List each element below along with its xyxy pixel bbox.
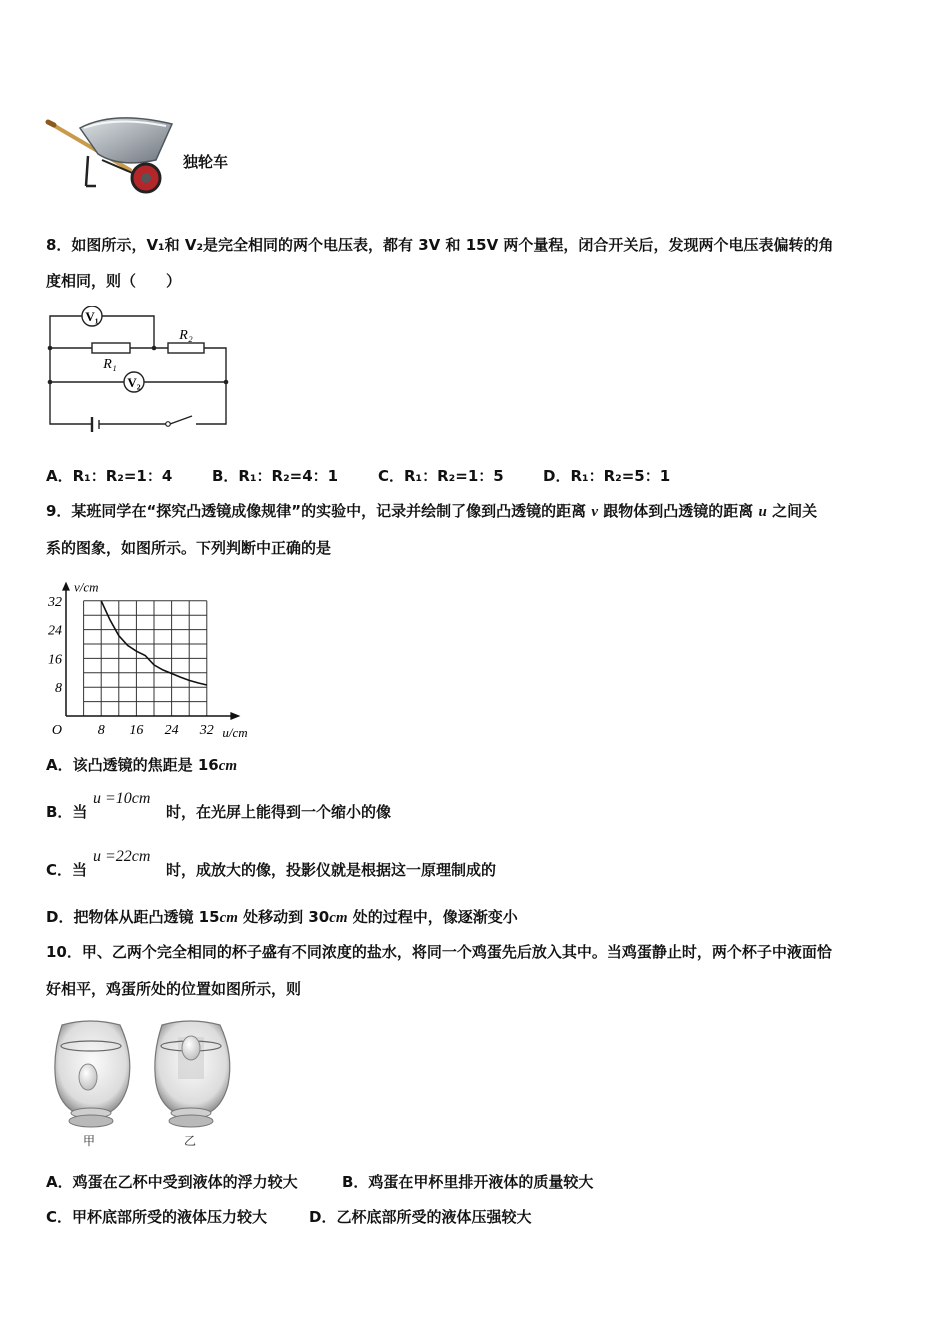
cup-right	[155, 1021, 230, 1127]
q9-option-b-formula: u =10cm	[93, 790, 151, 807]
lens-image-distance-chart	[44, 570, 324, 745]
egg-cups-image	[50, 1015, 240, 1150]
circuit-v2-label: V₂	[127, 375, 141, 390]
q8-option-b: B．R₁：R₂=4：1	[212, 467, 339, 485]
x-axis-arrow	[230, 712, 240, 720]
x-tick-label: 32	[199, 723, 214, 738]
wheelbarrow-image	[44, 108, 179, 194]
q9-option-b-text: 时，在光屏上能得到一个缩小的像	[166, 803, 392, 821]
q9-option-c-text: 时，成放大的像，投影仪就是根据这一原理制成的	[166, 861, 497, 879]
wheelbarrow-caption: 独轮车	[183, 153, 229, 171]
y-tick-label: 16	[48, 652, 62, 668]
x-axis-label: u/cm	[222, 725, 248, 740]
circuit-r1-label: R₁	[103, 357, 117, 372]
x-tick-label: 16	[129, 723, 144, 738]
y-tick-label: 32	[48, 594, 62, 610]
origin-label: O	[51, 723, 62, 738]
q10-option-c: C．甲杯底部所受的液体压力较大	[46, 1208, 268, 1226]
q10-option-a: A．鸡蛋在乙杯中受到液体的浮力较大	[46, 1173, 298, 1191]
q8-option-d: D．R₁：R₂=5：1	[543, 467, 671, 485]
q9-option-d: D．把物体从距凸透镜 15cm 处移动到 30cm 处的过程中，像逐渐变小	[46, 908, 518, 926]
y-tick-label: 8	[55, 681, 62, 697]
q8-stem-line1: 8．如图所示，V₁和 V₂是完全相同的两个电压表，都有 3V 和 15V 两个量程，闭合开关后，发现两个电压表偏转的角	[46, 236, 834, 254]
q10-stem-line2: 好相平，鸡蛋所处的位置如图所示，则	[46, 980, 302, 998]
circuit-diagram	[44, 306, 234, 441]
q9-option-a: A．该凸透镜的焦距是 16cm	[46, 756, 238, 774]
x-tick-label: 24	[164, 723, 179, 738]
y-axis-label: v/cm	[74, 579, 99, 595]
q10-option-d: D．乙杯底部所受的液体压强较大	[309, 1208, 532, 1226]
cup-right-label: 乙	[183, 1134, 197, 1148]
x-tick-label: 8	[97, 723, 105, 738]
q9-option-c-formula: u =22cm	[93, 848, 151, 865]
q8-option-c: C．R₁：R₂=1：5	[378, 467, 504, 485]
q10-stem-line1: 10．甲、乙两个完全相同的杯子盛有不同浓度的盐水，将同一个鸡蛋先后放入其中。当鸡蛋静止时，两个杯子中液面恰	[46, 943, 832, 961]
circuit-v1-label: V₁	[85, 309, 99, 324]
cup-left	[55, 1021, 130, 1127]
q8-option-a: A．R₁：R₂=1：4	[46, 467, 173, 485]
y-axis-arrow	[62, 582, 70, 591]
q9-option-c: C．当	[46, 861, 88, 879]
circuit-r2-label: R₂	[179, 328, 193, 343]
q9-option-b: B．当	[46, 803, 88, 821]
q10-option-b: B．鸡蛋在甲杯里排开液体的质量较大	[342, 1173, 594, 1191]
q9-stem-line1: 9．某班同学在“探究凸透镜成像规律”的实验中，记录并绘制了像到凸透镜的距离 v 跟物体到凸透镜的距离 u 之间关	[46, 502, 818, 520]
y-tick-label: 24	[48, 623, 62, 639]
q9-stem-line2: 系的图象，如图所示。下列判断中正确的是	[46, 539, 332, 557]
cup-left-label: 甲	[82, 1134, 96, 1148]
q8-stem-line2: 度相同，则（ ）	[46, 272, 182, 290]
